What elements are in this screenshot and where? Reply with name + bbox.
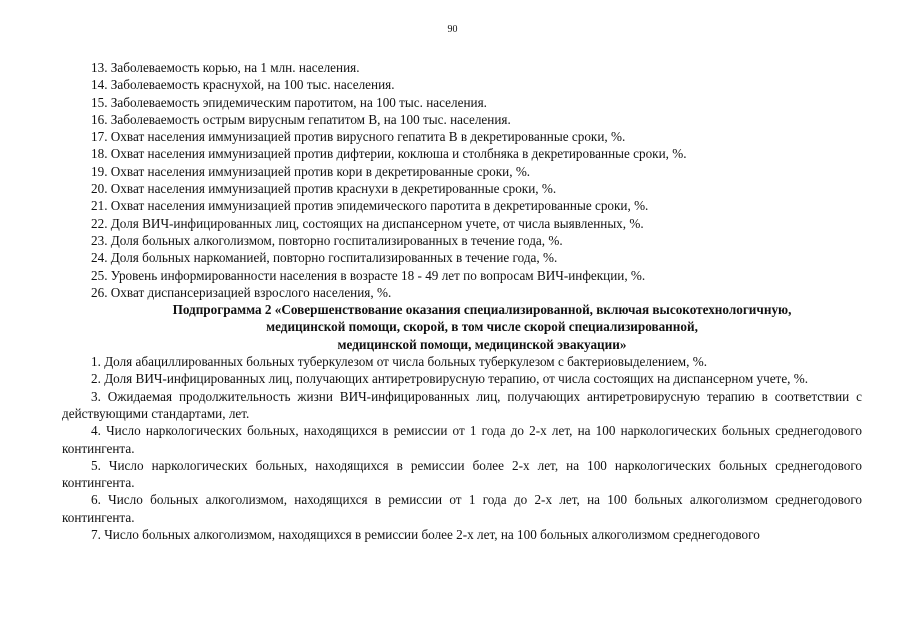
list-item: 19. Охват населения иммунизацией против кори в декретированные сроки, %. (91, 163, 531, 179)
heading-line: медицинской помощи, медицинской эвакуации» (337, 336, 627, 352)
paragraph: 5. Число наркологических больных, находящихся в ремиссии более 2-х лет, на 100 наркологических больных среднегодового контингента. (62, 457, 862, 491)
paragraph: 2. Доля ВИЧ-инфицированных лиц, получающих антиретровирусную терапию, от числа состоящих на диспансерном учете, %. (91, 371, 809, 387)
list-item: 25. Уровень информированности населения в возрасте 18 - 49 лет по вопросам ВИЧ-инфекции, %. (91, 267, 646, 283)
list-item: 16. Заболеваемость острым вирусным гепатитом В, на 100 тыс. населения. (91, 111, 511, 127)
paragraph: 4. Число наркологических больных, находящихся в ремиссии от 1 года до 2-х лет, на 100 наркологических больных среднегодового контингента. (62, 423, 862, 456)
paragraph: 7. Число больных алкоголизмом, находящихся в ремиссии более 2-х лет, на 100 больных алкоголизмом среднегодового (91, 527, 760, 543)
list-item: 18. Охват населения иммунизацией против дифтерии, коклюша и столбняка в декретированные сроки, %. (91, 146, 687, 162)
indicator-list (62, 59, 862, 301)
document-body (62, 59, 862, 543)
heading-line: Подпрограмма 2 «Совершенствование оказания специализированной, включая высокотехнологичную, (172, 302, 792, 318)
subprogram-indicators (62, 353, 862, 543)
list-item: 13. Заболеваемость корью, на 1 млн. населения. (91, 60, 360, 75)
list-item: 22. Доля ВИЧ-инфицированных лиц, состоящих на диспансерном учете, от числа выявленных, %. (91, 215, 644, 231)
paragraph: 6. Число больных алкоголизмом, находящихся в ремиссии от 1 года до 2-х лет, на 100 больных алкоголизмом среднегодового контингента. (62, 492, 862, 525)
list-item: 21. Охват населения иммунизацией против эпидемического паротита в декретированные сроки, %. (91, 198, 649, 214)
paragraph: 3. Ожидаемая продолжительность жизни ВИЧ-инфицированных лиц, получающих антиретровирусную терапию в соответствии с действующими стандартами, лет. (62, 388, 862, 421)
list-item: 24. Доля больных наркоманией, повторно госпитализированных в течение года, %. (91, 250, 558, 266)
list-item: 26. Охват диспансеризацией взрослого населения, %. (91, 284, 392, 300)
list-item: 23. Доля больных алкоголизмом, повторно госпитализированных в течение года, %. (91, 232, 563, 248)
list-item: 14. Заболеваемость краснухой, на 100 тыс. населения. (91, 77, 395, 93)
list-item: 20. Охват населения иммунизацией против краснухи в декретированные сроки, %. (91, 181, 557, 197)
page-number: 90 (447, 24, 458, 35)
subprogram-heading (62, 301, 862, 353)
heading-line: медицинской помощи, скорой, в том числе скорой специализированной, (266, 319, 698, 335)
list-item: 17. Охват населения иммунизацией против вирусного гепатита В в декретированные сроки, %. (91, 129, 626, 145)
paragraph: 1. Доля абациллированных больных туберкулезом от числа больных туберкулезом с бактериовыделением, %. (91, 354, 708, 370)
list-item: 15. Заболеваемость эпидемическим паротитом, на 100 тыс. населения. (91, 94, 487, 110)
